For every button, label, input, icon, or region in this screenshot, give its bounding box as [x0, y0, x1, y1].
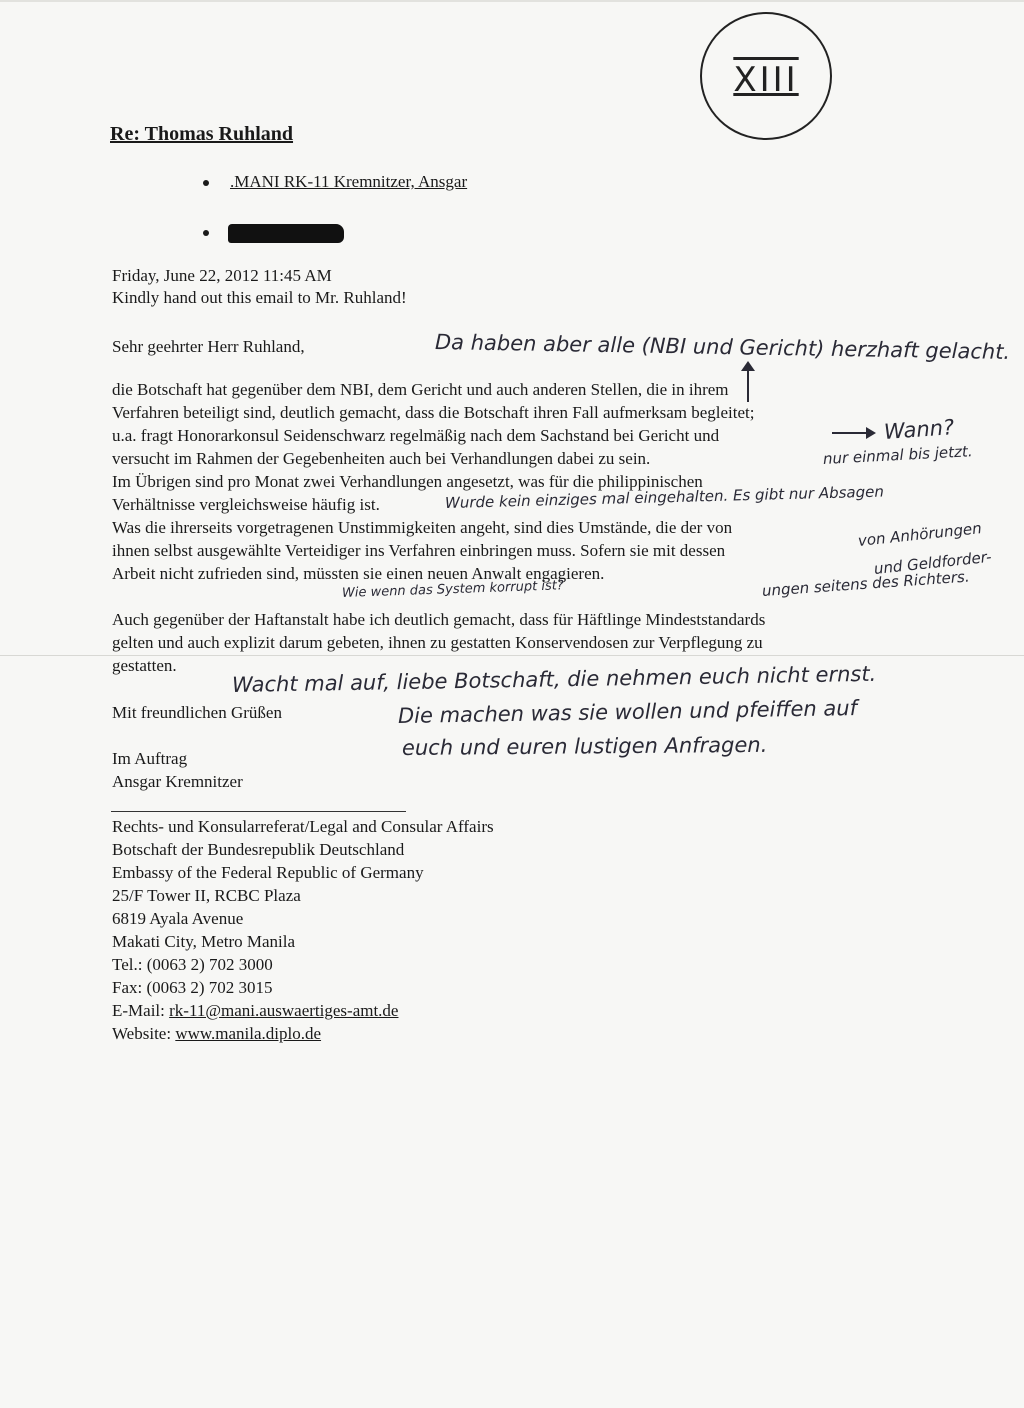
- contact-email-row: [112, 999, 494, 1022]
- signature-divider: [111, 811, 406, 812]
- contact-address-2: 6819 Ayala Avenue: [112, 909, 244, 928]
- contact-address-1: 25/F Tower II, RCBC Plaza: [112, 886, 301, 905]
- body-line: ihnen selbst ausgewählte Verteidiger ins Verfahren einbringen muss. Sofern sie mit dessen: [112, 541, 726, 560]
- body-line: u.a. fragt Honorarkonsul Seidenschwarz regelmäßig nach dem Sachstand bei Gericht und: [112, 426, 720, 445]
- handwritten-note-laughed: Da haben aber alle (NBI und Gericht) herzhaft gelacht.: [434, 330, 1011, 365]
- stamp-text: XIII: [733, 60, 799, 100]
- body-line: Verfahren beteiligt sind, deutlich gemacht, dass die Botschaft ihren Fall aufmerksam begleitet;: [112, 403, 755, 422]
- bullet-icon: [203, 230, 209, 236]
- handwritten-note-they-do-what-they-want: Die machen was sie wollen und pfeiffen auf: [397, 695, 858, 728]
- body-line: die Botschaft hat gegenüber dem NBI, dem Gericht und auch anderen Stellen, die in ihrem: [112, 380, 729, 399]
- body-line: Auch gegenüber der Haftanstalt habe ich deutlich gemacht, dass für Häftlinge Mindeststandards: [112, 610, 766, 629]
- contact-address-3: Makati City, Metro Manila: [112, 932, 296, 951]
- body-line: Arbeit nicht zufrieden sind, müssten sie einen neuen Anwalt engagieren.: [112, 564, 605, 583]
- email-subject: Re: Thomas Ruhland: [110, 123, 294, 145]
- closing: Mit freundlichen Grüßen: [112, 703, 282, 722]
- body-line: Im Übrigen sind pro Monat zwei Verhandlungen angesetzt, was für die philippinischen: [112, 472, 703, 491]
- handwritten-note-hearings: von Anhörungen: [857, 519, 983, 550]
- email-link[interactable]: rk-11@mani.auswaertiges-amt.de: [169, 1001, 399, 1020]
- handwritten-note-demands: und Geldforder-: [873, 547, 993, 578]
- handwritten-note-only-once: nur einmal bis jetzt.: [822, 442, 973, 468]
- email-instruction: Kindly hand out this email to Mr. Ruhland!: [112, 288, 407, 307]
- signature-name: Ansgar Kremnitzer: [112, 772, 243, 791]
- redacted-recipient: [228, 224, 344, 243]
- email-date: Friday, June 22, 2012 11:45 AM: [112, 266, 332, 285]
- signature-line-1: Im Auftrag: [112, 749, 188, 768]
- bullet-icon: [203, 180, 209, 186]
- contact-department: Rechts- und Konsularreferat/Legal and Consular Affairs: [112, 817, 494, 836]
- contact-block: [112, 815, 494, 1045]
- letter-body: [112, 378, 765, 677]
- handwritten-arrow-right: [832, 432, 872, 434]
- recipient-1: .MANI RK-11 Kremnitzer, Ansgar: [230, 172, 468, 191]
- salutation: Sehr geehrter Herr Ruhland,: [112, 337, 305, 356]
- roman-numeral-stamp: [700, 12, 832, 140]
- website-label: Website:: [112, 1024, 176, 1043]
- website-link[interactable]: www.manila.diplo.de: [175, 1024, 322, 1043]
- handwritten-note-when: Wann?: [883, 415, 955, 444]
- contact-embassy-de: Botschaft der Bundesrepublik Deutschland: [112, 840, 405, 859]
- body-line: Verhältnisse vergleichsweise häufig ist.: [112, 495, 380, 514]
- body-line: versucht im Rahmen der Gegebenheiten auch bei Verhandlungen dabei zu sein.: [112, 449, 651, 468]
- handwritten-note-wake-up: Wacht mal auf, liebe Botschaft, die nehmen euch nicht ernst.: [231, 661, 877, 697]
- handwritten-note-corrupt: Wie wenn das System korrupt ist?: [341, 578, 564, 601]
- handwritten-arrow-up: [747, 367, 749, 402]
- body-line: gestatten.: [112, 656, 177, 675]
- handwritten-note-judge: ungen seitens des Richters.: [761, 567, 971, 600]
- handwritten-note-never-kept: Wurde kein einziges mal eingehalten. Es gibt nur Absagen: [444, 482, 885, 512]
- scan-edge: [0, 0, 1024, 2]
- contact-embassy-en: Embassy of the Federal Republic of Germany: [112, 863, 424, 882]
- contact-website-row: [112, 1022, 494, 1045]
- body-line: Was die ihrerseits vorgetragenen Unstimmigkeiten angeht, sind dies Umstände, die der von: [112, 518, 733, 537]
- body-line: gelten und auch explizit darum gebeten, ihnen zu gestatten Konservendosen zur Verpflegung zu: [112, 633, 763, 652]
- handwritten-note-funny-requests: euch und euren lustigen Anfragen.: [401, 732, 768, 760]
- contact-telephone: Tel.: (0063 2) 702 3000: [112, 955, 273, 974]
- email-label: E-Mail:: [112, 1001, 170, 1020]
- contact-fax: Fax: (0063 2) 702 3015: [112, 978, 273, 997]
